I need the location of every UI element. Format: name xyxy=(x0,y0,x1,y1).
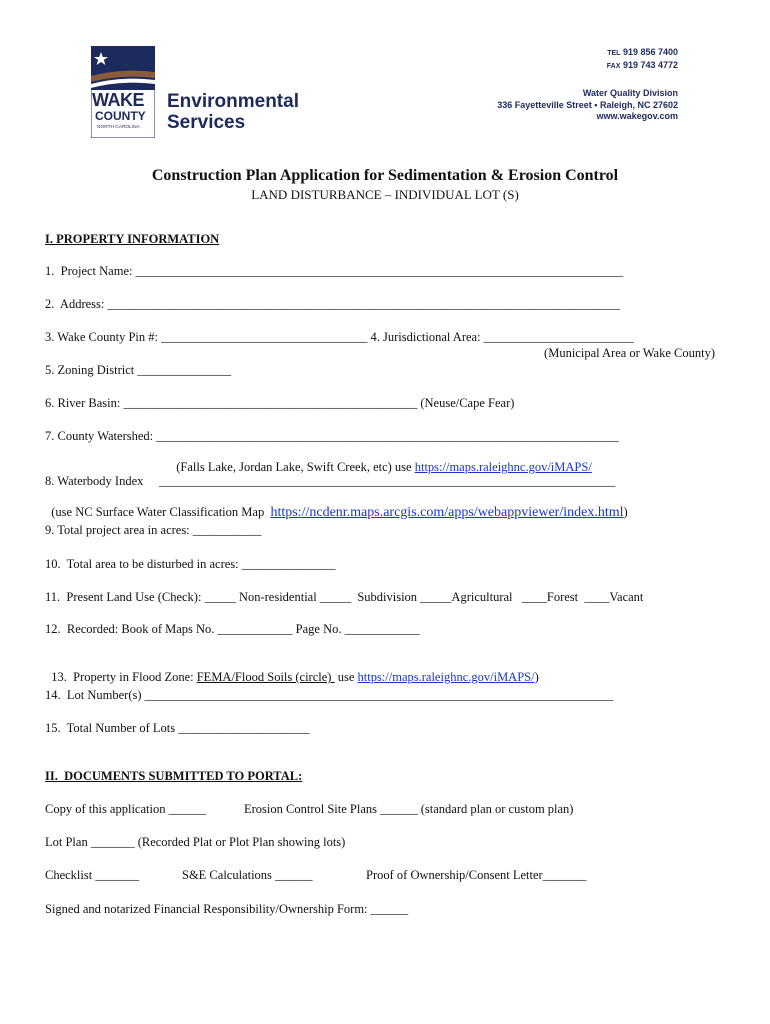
river-basin-field[interactable]: 6. River Basin: _______________________________________________ (Neuse/Cape Fear) xyxy=(45,396,515,410)
total-lots-field[interactable]: 15. Total Number of Lots _____________________ xyxy=(45,721,310,735)
copy-application-item[interactable]: Copy of this application ______ xyxy=(45,802,207,816)
pin-jurisdiction-field[interactable]: 3. Wake County Pin #: _________________________________ 4. Jurisdictional Area: ________________________ xyxy=(45,330,634,344)
watershed-note xyxy=(170,445,592,475)
erosion-plans-item[interactable]: Erosion Control Site Plans ______ (standard plan or custom plan) xyxy=(244,802,574,816)
flood-zone-use: use xyxy=(334,670,358,684)
address-field[interactable]: 2. Address: __________________________________________________________________________________ xyxy=(45,297,620,311)
zoning-district-field[interactable]: 5. Zoning District _______________ xyxy=(45,363,232,377)
logo-line2: Services xyxy=(167,112,246,133)
logo xyxy=(91,46,313,138)
logo-line1: Environmental xyxy=(167,91,299,112)
page-subtitle: LAND DISTURBANCE – INDIVIDUAL LOT (S) xyxy=(251,187,519,202)
flood-zone-close: ) xyxy=(534,670,539,684)
waterbody-note-text: (use NC Surface Water Classification Map xyxy=(51,505,271,519)
watershed-note-text: (Falls Lake, Jordan Lake, Swift Creek, etc) use xyxy=(176,460,415,474)
fax-number: 919 743 4772 xyxy=(622,59,678,70)
division-name: Water Quality Division xyxy=(582,88,678,98)
logo-wake: WAKE xyxy=(92,90,144,110)
section2-heading: II. DOCUMENTS SUBMITTED TO PORTAL: xyxy=(45,769,303,783)
recorded-book-page-field[interactable]: 12. Recorded: Book of Maps No. ____________ Page No. ____________ xyxy=(45,622,420,636)
logo-county: COUNTY xyxy=(95,109,146,123)
fax-label: FAX xyxy=(606,62,621,70)
page-title: Construction Plan Application for Sedimentation & Erosion Control xyxy=(151,167,619,184)
website: www.wakegov.com xyxy=(596,111,678,121)
total-project-area-field[interactable]: 9. Total project area in acres: ___________ xyxy=(45,523,262,537)
tel-label: TEL xyxy=(607,50,621,57)
flood-imaps-link[interactable]: https://maps.raleighnc.gov/iMAPS/ xyxy=(357,670,535,684)
calculations-item[interactable]: S&E Calculations ______ xyxy=(182,868,313,882)
fax-line xyxy=(497,60,678,73)
logo-state: NORTH CAROLINA xyxy=(97,125,140,130)
lot-numbers-field[interactable]: 14. Lot Number(s) ___________________________________________________________________________ xyxy=(45,688,614,702)
project-name-field[interactable]: 1. Project Name: ______________________________________________________________________________ xyxy=(45,264,624,278)
financial-form-item[interactable]: Signed and notarized Financial Responsibility/Ownership Form: ______ xyxy=(45,902,409,916)
phone-line xyxy=(497,47,678,60)
waterbody-note xyxy=(45,490,628,521)
proof-ownership-item[interactable]: Proof of Ownership/Consent Letter_______ xyxy=(366,868,587,882)
division-address: 336 Fayetteville Street • Raleigh, NC 27602 xyxy=(497,99,678,110)
section1-heading: I. PROPERTY INFORMATION xyxy=(45,232,220,246)
ncdenr-map-link[interactable]: https://ncdenr.maps.arcgis.com/apps/webappviewer/index.html xyxy=(270,505,624,520)
flood-zone-label: 13. Property in Flood Zone: xyxy=(51,670,197,684)
waterbody-note-close: ) xyxy=(623,505,628,519)
jurisdiction-note: (Municipal Area or Wake County) xyxy=(544,346,715,360)
tel-number: 919 856 7400 xyxy=(622,47,678,57)
flood-zone-options[interactable]: FEMA/Flood Soils (circle) xyxy=(196,670,335,684)
disturbed-area-field[interactable]: 10. Total area to be disturbed in acres: _______________ xyxy=(45,557,336,571)
county-watershed-field[interactable]: 7. County Watershed: __________________________________________________________________________ xyxy=(45,429,619,443)
present-land-use-field[interactable]: 11. Present Land Use (Check): _____ Non-residential _____ Subdivision _____Agricultural ____Forest ____Vacant xyxy=(45,590,644,604)
imaps-link[interactable]: https://maps.raleighnc.gov/iMAPS/ xyxy=(414,460,592,474)
flood-zone-field[interactable] xyxy=(45,655,539,685)
checklist-item[interactable]: Checklist _______ xyxy=(45,868,140,882)
waterbody-index-field[interactable]: 8. Waterbody Index _________________________________________________________________________ xyxy=(45,474,616,488)
contact-block xyxy=(497,47,678,123)
lot-plan-item[interactable]: Lot Plan _______ (Recorded Plat or Plot Plan showing lots) xyxy=(45,835,346,849)
